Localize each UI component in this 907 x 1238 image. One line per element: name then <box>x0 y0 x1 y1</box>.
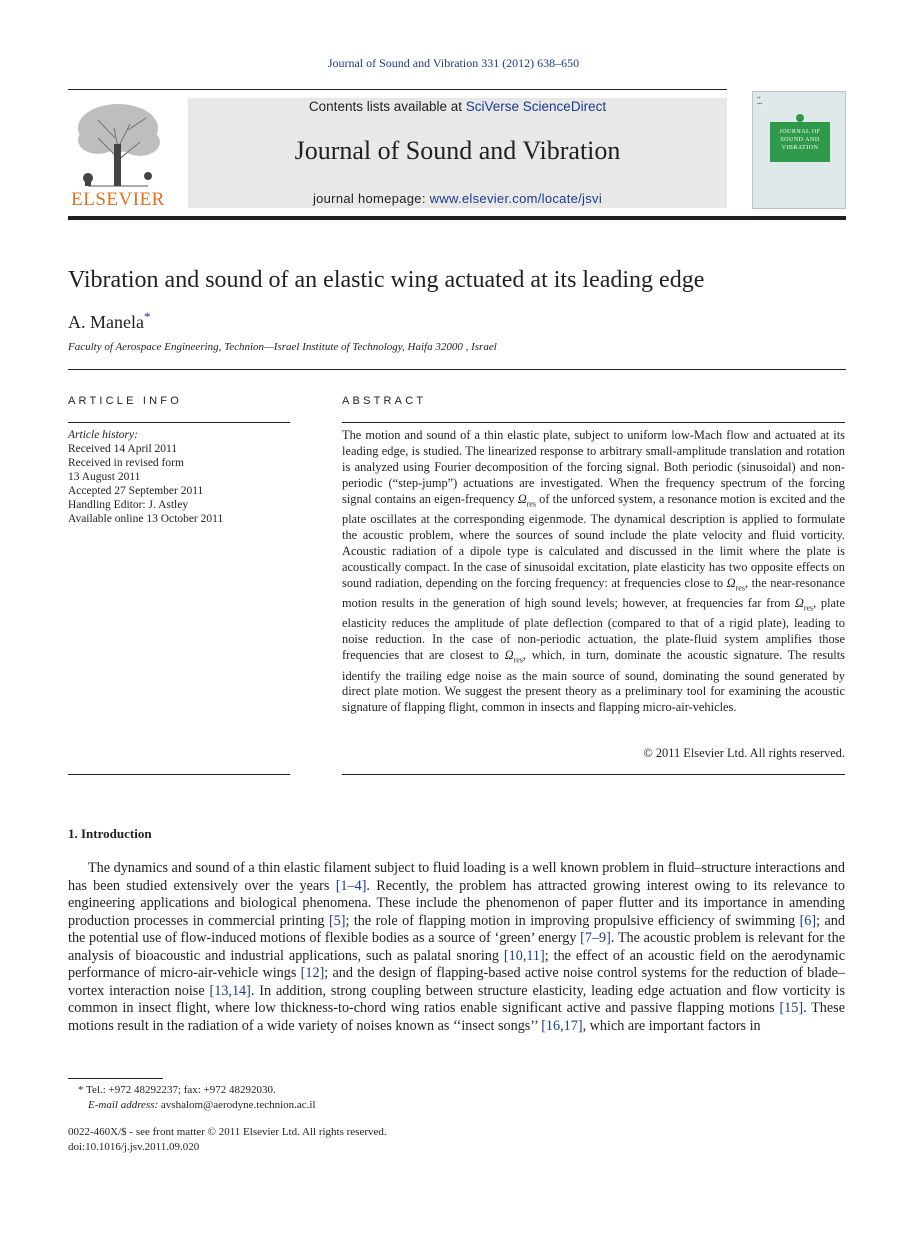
email-address: avshalom@aerodyne.technion.ac.il <box>158 1099 316 1111</box>
intro-text: ; and the potential use of flow-induced motions of flexible bodies as a source of ‘green’ energy <box>68 912 845 946</box>
abstract-heading: ABSTRACT <box>342 395 427 407</box>
abstract-part: , the near-resonance motion results in the generation of high sound levels; however, at frequencies far from <box>342 575 845 610</box>
intro-text: . These motions result in the radiation of a wide variety of noises known as ‘‘insect songs’’ <box>68 1000 846 1034</box>
intro-text: ; and the design of flapping-based active noise control systems for the reduction of blade–vortex interaction noise <box>68 965 846 999</box>
reference-link[interactable]: [12] <box>300 965 325 981</box>
homepage-link[interactable]: www.elsevier.com/locate/jsvi <box>429 191 603 206</box>
intro-text: . In addition, strong coupling between structure elasticity, leading edge actuation and flow vorticity is common in insect flight, where low thickness-to-chord wing ratios enable significant active and passive flapping motions <box>68 982 845 1016</box>
footnote-rule <box>68 1078 163 1079</box>
history-item: Received in revised form <box>68 457 184 469</box>
omega-symbol: Ω <box>726 575 736 590</box>
front-matter-line: 0022-460X/$ - see front matter © 2011 Elsevier Ltd. All rights reserved. <box>68 1126 387 1138</box>
cover-title-panel <box>770 122 830 162</box>
journal-citation: Journal of Sound and Vibration 331 (2012) 638–650 <box>327 56 580 70</box>
intro-text: . Recently, the problem has attracted growing interest owing to its relevance to engineering applications and biological phenomena. These include the phenomenon of paper flutter and its importance in amending production processes in commercial printing <box>68 877 845 929</box>
reference-link[interactable]: [7–9] <box>580 930 611 946</box>
abstract-part: of the unforced system, a resonance motion is excited and the plate oscillates at the corresponding eigenmode. The dynamical description is applied to formulate the acoustic problem, where the sources of sound include the plate velocity and fluid vorticity. Acoustic radiation of a dipole type is calculated and discussed in the limit where the plate is acoustically compact. In the case of sinusoidal excitation, plate elasticity has two opposite effects on sound radiation, depending on the forcing frequency: at frequencies close to <box>342 491 845 590</box>
footnote-email <box>88 1099 316 1111</box>
abstract-copyright: © 2011 Elsevier Ltd. All rights reserved. <box>643 746 845 760</box>
reference-link[interactable]: [6] <box>799 912 817 929</box>
author-name <box>68 309 150 333</box>
reference-link[interactable]: [16,17] <box>541 1017 583 1034</box>
author-footnote-link[interactable]: * <box>143 309 151 324</box>
omega-symbol: Ω <box>517 491 527 506</box>
omega-symbol: Ω <box>504 648 514 663</box>
history-item: Available online 13 October 2011 <box>68 513 224 525</box>
article-info-bottom-rule <box>68 774 290 775</box>
homepage-prefix: journal homepage: <box>312 191 430 206</box>
abstract-body <box>342 428 845 716</box>
journal-homepage <box>188 191 727 206</box>
article-history <box>68 428 290 526</box>
cover-decoration: ▪▪ ▪▪▪ <box>757 96 763 107</box>
reference-link[interactable]: [5] <box>328 912 346 929</box>
journal-masthead <box>188 98 727 208</box>
abstract-rule <box>342 422 845 423</box>
reference-link[interactable]: [10,11] <box>503 947 545 964</box>
history-item: Handling Editor: J. Astley <box>68 499 189 511</box>
cover-emblem-icon <box>796 114 804 122</box>
intro-text: The dynamics and sound of a thin elastic filament subject to fluid loading is a well known problem in fluid–structure interactions and has been studied extensively over the years <box>68 860 845 894</box>
cover-title: JOURNAL OF SOUND AND VIBRATION <box>779 129 821 151</box>
omega-subscript: res <box>513 655 523 665</box>
article-history-label: Article history: <box>68 429 138 441</box>
journal-cover-thumbnail <box>752 91 846 209</box>
elsevier-wordmark: ELSEVIER <box>71 189 165 210</box>
omega-subscript: res <box>803 603 814 613</box>
journal-title: Journal of Sound and Vibration <box>294 136 621 165</box>
history-item: 13 August 2011 <box>68 471 141 483</box>
reference-link[interactable]: [13,14] <box>209 982 251 999</box>
intro-text: . The acoustic problem is relevant for the analysis of bioacoustic and industrial applications, such as palatal snoring <box>68 930 845 964</box>
article-info-heading: ARTICLE INFO <box>68 395 182 407</box>
history-item: Received 14 April 2011 <box>68 443 178 455</box>
contents-prefix: Contents lists available at <box>308 99 466 114</box>
omega-symbol: Ω <box>794 596 804 610</box>
sciencedirect-link[interactable]: SciVerse ScienceDirect <box>465 99 607 114</box>
omega-subscript: res <box>526 499 537 509</box>
intro-text: , which are important factors in <box>582 1017 761 1034</box>
article-info-rule <box>68 422 290 423</box>
abstract-part: , plate elasticity reduces the amplitude of plate deflection (compared to that of a rigid plate), leading to noise reduction. In the case of non-periodic actuation, the plate-fluid system amplifies those frequencies that are closest to <box>342 596 845 663</box>
elsevier-logo <box>68 98 168 210</box>
abstract-part: , which, in turn, dominate the acoustic signature. The results identify the trailing edge noise as the main source of sound, dominating the sound generated by direct plate motion. We suggest the present theory as a preliminary tool for examining the acoustic signature of flapping flight, common in insects and flapping micro-air-vehicles. <box>342 648 846 715</box>
author-text: A. Manela <box>68 312 144 332</box>
reference-link[interactable]: [15] <box>779 1000 804 1016</box>
author-affiliation: Faculty of Aerospace Engineering, Technion—Israel Institute of Technology, Haifa 32000 , Israel <box>68 341 497 353</box>
elsevier-tree-icon <box>68 98 168 190</box>
doi-line: doi:10.1016/j.jsv.2011.09.020 <box>68 1141 200 1153</box>
header-rule <box>68 89 727 90</box>
introduction-paragraph <box>68 860 845 1035</box>
omega-subscript: res <box>735 583 745 593</box>
section-heading-introduction: 1. Introduction <box>68 826 152 841</box>
header-divider <box>68 216 846 220</box>
title-divider <box>68 369 846 370</box>
footnote-contact: * Tel.: +972 48292237; fax: +972 48292030. <box>78 1084 276 1096</box>
abstract-part: The motion and sound of a thin elastic plate, subject to uniform low-Mach flow and actuated at its leading edge, is studied. The linearized response to arbitrary small-amplitude translation and rotation is analyzed using Fourier decomposition of the forcing signal. Both periodic (sinusoidal) and non-periodic (“step-jump”) actuations are investigated. When the frequency spectrum of the forcing signal contains an eigen-frequency <box>342 428 845 506</box>
reference-link[interactable]: [1–4] <box>335 877 367 894</box>
intro-text: ; the role of flapping motion in improving propulsive efficiency of swimming <box>345 912 800 929</box>
intro-text: ; the effect of an acoustic field on the aerodynamic performance of micro-air-vehicle wings <box>68 947 845 981</box>
article-title: Vibration and sound of an elastic wing actuated at its leading edge <box>68 267 705 293</box>
history-item: Accepted 27 September 2011 <box>68 485 204 497</box>
contents-availability <box>188 99 727 114</box>
email-label: E-mail address: <box>88 1099 159 1111</box>
abstract-bottom-rule <box>342 774 845 775</box>
